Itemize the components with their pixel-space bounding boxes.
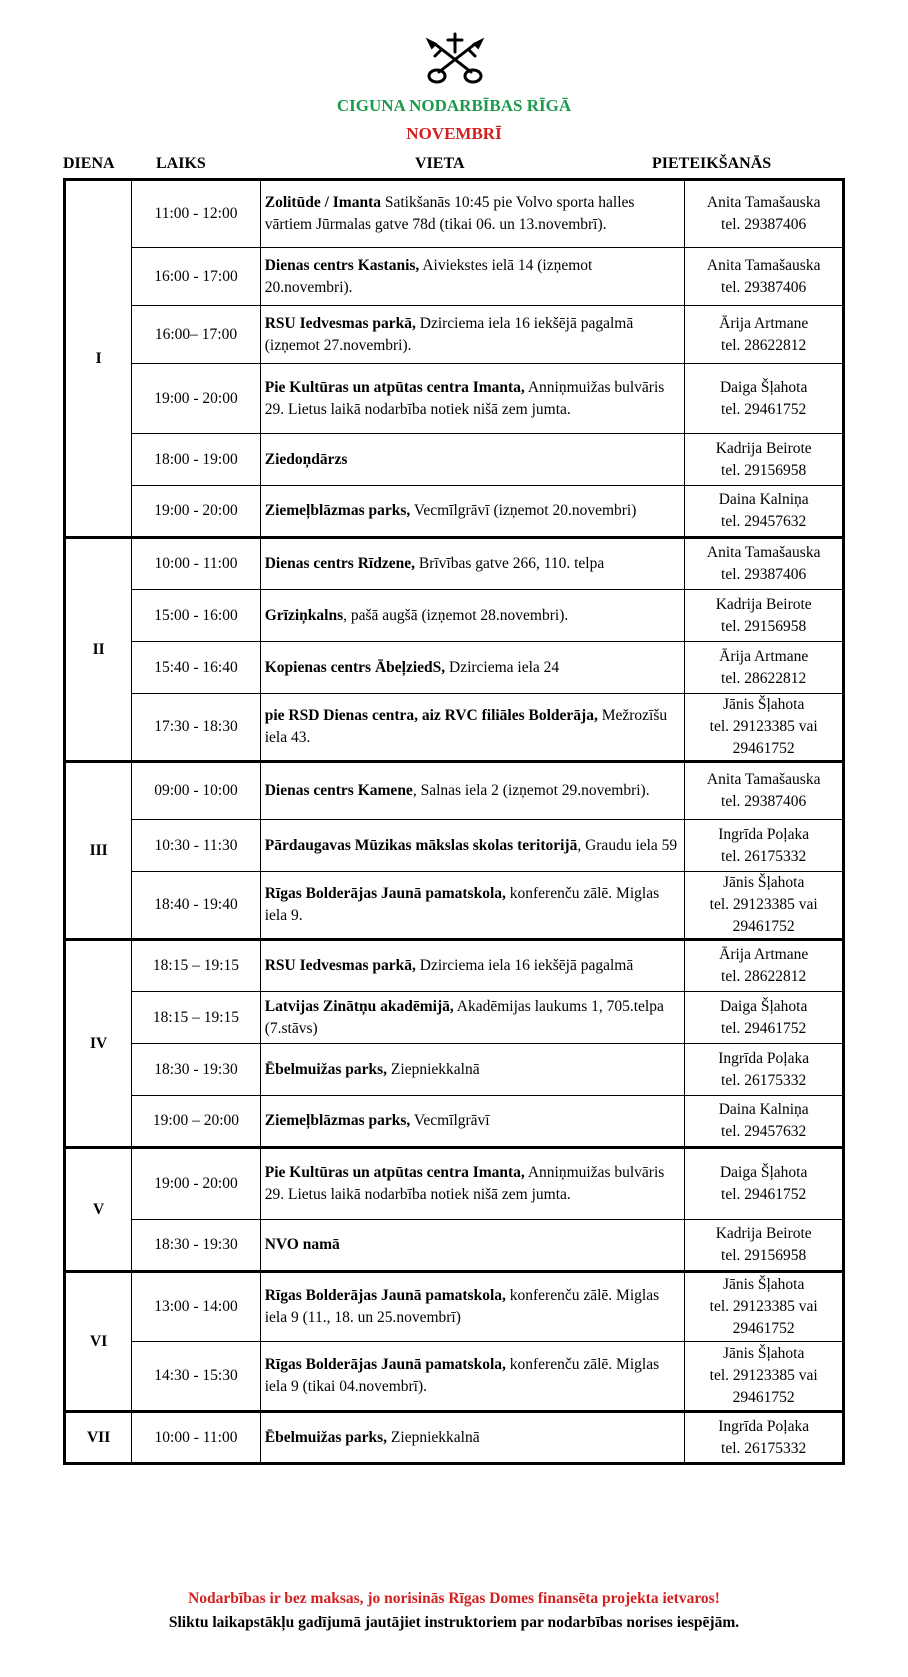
page-title: CIGUNA NODARBĪBAS RĪGĀ: [336, 96, 572, 115]
contact-cell: [685, 1220, 844, 1272]
contact-cell: [685, 1148, 844, 1220]
place-cell: [260, 642, 685, 694]
contact-cell: [685, 248, 844, 306]
time-cell: 10:00 - 11:00: [132, 1412, 260, 1464]
time-cell: 18:15 – 19:15: [132, 992, 260, 1044]
place-cell: [260, 248, 685, 306]
contact-cell: [685, 486, 844, 538]
contact-cell: [685, 1412, 844, 1464]
place-details: Vecmīlgrāvī (izņemot 20.novembri): [410, 502, 637, 519]
contact-name: Jānis Šļahota: [722, 874, 805, 891]
table-row: [65, 762, 844, 820]
place-name: Grīziņkalns: [264, 606, 344, 624]
contact-name: Daina Kalniņa: [718, 491, 809, 508]
place-cell: [260, 1148, 685, 1220]
contact-cell: [685, 180, 844, 248]
table-row: [65, 872, 844, 940]
place-cell: [260, 486, 685, 538]
place-name: Ziemeļblāzmas parks,: [264, 502, 411, 519]
day-cell: III: [65, 762, 132, 940]
place-details: , Graudu iela 59: [577, 836, 678, 854]
table-row: [65, 1412, 844, 1464]
contact-cell: [685, 1342, 844, 1412]
table-row: [65, 1044, 844, 1096]
contact-name: Jānis Šļahota: [722, 1345, 805, 1362]
day-cell: II: [65, 538, 132, 762]
time-cell: 16:00– 17:00: [132, 306, 260, 364]
contact-name: Kadrija Beirote: [715, 1225, 812, 1242]
place-cell: [260, 306, 685, 364]
contact-name: Anita Tamašauska: [706, 544, 821, 561]
day-cell: IV: [65, 940, 132, 1148]
place-name: Ziedoņdārzs: [264, 450, 348, 468]
footer-free-note: Nodarbības ir bez maksas, jo norisinās Rīgas Domes finansēta projekta ietvaros!: [188, 1590, 720, 1607]
place-name: pie RSD Dienas centra, aiz RVC filiāles Bolderāja,: [264, 707, 598, 724]
table-row: [65, 1096, 844, 1148]
place-cell: [260, 364, 685, 434]
contact-phone: tel. 29387406: [721, 216, 807, 233]
contact-phone: tel. 26175332: [721, 847, 807, 865]
column-header-time: LAIKS: [156, 155, 206, 172]
place-details: Ziepniekkalnā: [387, 1428, 480, 1446]
place-details: Satikšanās 10:45 pie Volvo sporta halles vārtiem Jūrmalas gatve 78d (tikai 06. un 13.novembrī).: [264, 194, 635, 233]
month-subtitle: NOVEMBRĪ: [406, 124, 502, 143]
contact-phone: tel. 29123385 vai 29461752: [709, 896, 818, 935]
place-cell: [260, 694, 685, 762]
contact-cell: [685, 364, 844, 434]
contact-phone: tel. 26175332: [721, 1071, 807, 1089]
place-name: Dienas centrs Rīdzene,: [264, 555, 415, 572]
table-row: [65, 1148, 844, 1220]
contact-cell: [685, 940, 844, 992]
place-name: Pie Kultūras un atpūtas centra Imanta,: [264, 378, 525, 396]
place-details: Dzirciema iela 16 iekšējā pagalmā: [415, 957, 634, 974]
time-cell: 10:30 - 11:30: [132, 820, 260, 872]
contact-phone: tel. 29457632: [721, 513, 807, 530]
place-name: Ēbelmuižas parks,: [264, 1060, 388, 1078]
contact-cell: [685, 1272, 844, 1342]
contact-phone: tel. 26175332: [721, 1439, 807, 1457]
time-cell: 18:15 – 19:15: [132, 940, 260, 992]
contact-cell: [685, 992, 844, 1044]
contact-phone: tel. 29461752: [721, 1186, 807, 1203]
place-details: , Salnas iela 2 (izņemot 29.novembri).: [412, 782, 650, 799]
contact-name: Anita Tamašauska: [706, 256, 821, 274]
table-row: [65, 694, 844, 762]
place-name: Ēbelmuižas parks,: [264, 1428, 388, 1446]
contact-phone: tel. 29123385 vai 29461752: [709, 718, 818, 757]
day-cell: V: [65, 1148, 132, 1272]
time-cell: 19:00 – 20:00: [132, 1096, 260, 1148]
time-cell: 19:00 - 20:00: [132, 364, 260, 434]
place-cell: [260, 180, 685, 248]
place-name: NVO namā: [264, 1236, 340, 1253]
contact-cell: [685, 872, 844, 940]
place-cell: [260, 820, 685, 872]
contact-phone: tel. 29461752: [721, 400, 807, 418]
place-name: Pie Kultūras un atpūtas centra Imanta,: [264, 1164, 525, 1181]
schedule-table: [63, 178, 845, 1465]
contact-phone: tel. 29123385 vai 29461752: [709, 1367, 818, 1406]
place-details: Ziepniekkalnā: [387, 1060, 480, 1078]
place-details: Dzirciema iela 16 iekšējā pagalmā (izņemot 27.novembri).: [264, 314, 634, 354]
time-cell: 16:00 - 17:00: [132, 248, 260, 306]
place-cell: [260, 1342, 685, 1412]
table-row: [65, 1342, 844, 1412]
contact-phone: tel. 28622812: [721, 669, 807, 687]
contact-name: Jānis Šļahota: [722, 1276, 805, 1293]
footer-weather-note: Sliktu laikapstākļu gadījumā jautājiet instruktoriem par nodarbības norises iespējām.: [168, 1614, 740, 1631]
time-cell: 19:00 - 20:00: [132, 486, 260, 538]
contact-name: Kadrija Beirote: [715, 439, 812, 457]
table-row: [65, 940, 844, 992]
contact-cell: [685, 1096, 844, 1148]
time-cell: 17:30 - 18:30: [132, 694, 260, 762]
place-details: Anniņmuižas bulvāris 29. Lietus laikā nodarbība notiek nišā zem jumta.: [264, 1164, 665, 1203]
contact-phone: tel. 28622812: [721, 336, 807, 354]
contact-name: Jānis Šļahota: [722, 696, 805, 713]
table-row: [65, 180, 844, 248]
contact-phone: tel. 29461752: [721, 1019, 807, 1037]
contact-name: Anita Tamašauska: [706, 194, 821, 211]
contact-phone: tel. 29123385 vai 29461752: [709, 1298, 818, 1337]
contact-cell: [685, 694, 844, 762]
place-cell: [260, 1096, 685, 1148]
time-cell: 15:40 - 16:40: [132, 642, 260, 694]
time-cell: 13:00 - 14:00: [132, 1272, 260, 1342]
time-cell: 18:30 - 19:30: [132, 1220, 260, 1272]
contact-cell: [685, 590, 844, 642]
place-cell: [260, 1272, 685, 1342]
day-cell: VI: [65, 1272, 132, 1412]
contact-phone: tel. 28622812: [721, 968, 807, 985]
place-cell: [260, 1220, 685, 1272]
table-row: [65, 248, 844, 306]
time-cell: 18:30 - 19:30: [132, 1044, 260, 1096]
contact-name: Ārija Artmane: [719, 647, 809, 665]
place-name: Kopienas centrs ĀbeļziedS,: [264, 658, 446, 676]
place-details: Vecmīlgrāvī: [410, 1112, 490, 1129]
contact-name: Daiga Šļahota: [719, 997, 808, 1015]
column-header-contact: PIETEIKŠANĀS: [652, 155, 772, 172]
contact-name: Daiga Šļahota: [719, 378, 808, 396]
contact-name: Daina Kalniņa: [718, 1101, 809, 1118]
contact-name: Ingrīda Poļaka: [718, 825, 810, 843]
table-row: [65, 434, 844, 486]
contact-cell: [685, 538, 844, 590]
table-row: [65, 364, 844, 434]
place-details: konferenču zālē. Miglas iela 9 (11., 18. un 25.novembrī): [264, 1287, 660, 1326]
time-cell: 10:00 - 11:00: [132, 538, 260, 590]
place-name: Rīgas Bolderājas Jaunā pamatskola,: [264, 1356, 506, 1373]
place-name: Pārdaugavas Mūzikas mākslas skolas teritorijā: [264, 836, 578, 854]
contact-cell: [685, 306, 844, 364]
contact-cell: [685, 762, 844, 820]
table-row: [65, 642, 844, 694]
day-cell: VII: [65, 1412, 132, 1464]
contact-cell: [685, 642, 844, 694]
place-cell: [260, 434, 685, 486]
contact-name: Ārija Artmane: [719, 314, 809, 332]
table-row: [65, 486, 844, 538]
contact-name: Ārija Artmane: [719, 946, 809, 963]
day-cell: I: [65, 180, 132, 538]
contact-cell: [685, 1044, 844, 1096]
place-details: , pašā augšā (izņemot 28.novembri).: [343, 606, 569, 624]
place-cell: [260, 872, 685, 940]
place-details: Brīvības gatve 266, 110. telpa: [414, 555, 605, 572]
time-cell: 19:00 - 20:00: [132, 1148, 260, 1220]
place-name: Dienas centrs Kamene: [264, 782, 413, 799]
contact-phone: tel. 29387406: [721, 793, 807, 810]
place-cell: [260, 940, 685, 992]
contact-phone: tel. 29156958: [721, 1247, 807, 1264]
contact-name: Ingrīda Poļaka: [718, 1049, 810, 1067]
place-name: Latvijas Zinātņu akadēmijā,: [264, 997, 454, 1015]
time-cell: 14:30 - 15:30: [132, 1342, 260, 1412]
time-cell: 09:00 - 10:00: [132, 762, 260, 820]
time-cell: 18:40 - 19:40: [132, 872, 260, 940]
contact-phone: tel. 29156958: [721, 461, 807, 479]
place-details: Akadēmijas laukums 1, 705.telpa (7.stāvs): [264, 997, 664, 1037]
contact-phone: tel. 29387406: [721, 278, 807, 296]
contact-phone: tel. 29156958: [721, 617, 807, 635]
contact-cell: [685, 434, 844, 486]
table-row: [65, 538, 844, 590]
contact-cell: [685, 820, 844, 872]
place-name: Ziemeļblāzmas parks,: [264, 1112, 411, 1129]
time-cell: 18:00 - 19:00: [132, 434, 260, 486]
place-details: Aiviekstes ielā 14 (izņemot 20.novembri).: [264, 256, 593, 296]
table-row: [65, 992, 844, 1044]
table-row: [65, 590, 844, 642]
place-name: Dienas centrs Kastanis,: [264, 256, 420, 274]
table-row: [65, 1220, 844, 1272]
place-name: RSU Iedvesmas parkā,: [264, 957, 416, 974]
column-header-day: DIENA: [63, 155, 115, 172]
table-row: [65, 1272, 844, 1342]
contact-name: Ingrīda Poļaka: [718, 1417, 810, 1435]
place-name: RSU Iedvesmas parkā,: [264, 314, 416, 332]
contact-name: Daiga Šļahota: [719, 1164, 808, 1181]
place-cell: [260, 1412, 685, 1464]
place-cell: [260, 1044, 685, 1096]
place-cell: [260, 590, 685, 642]
place-details: Mežrozīšu iela 43.: [264, 707, 668, 746]
contact-name: Kadrija Beirote: [715, 595, 812, 613]
place-cell: [260, 762, 685, 820]
place-cell: [260, 992, 685, 1044]
contact-name: Anita Tamašauska: [706, 771, 821, 788]
place-cell: [260, 538, 685, 590]
contact-phone: tel. 29457632: [721, 1123, 807, 1140]
place-name: Zolitūde / Imanta: [264, 194, 381, 211]
place-details: konferenču zālē. Miglas iela 9 (tikai 04.novembrī).: [264, 1356, 660, 1395]
contact-phone: tel. 29387406: [721, 566, 807, 583]
crossed-keys-icon: [425, 32, 485, 84]
time-cell: 15:00 - 16:00: [132, 590, 260, 642]
place-details: Dzirciema iela 24: [445, 658, 560, 676]
time-cell: 11:00 - 12:00: [132, 180, 260, 248]
place-details: Anniņmuižas bulvāris 29. Lietus laikā nodarbība notiek nišā zem jumta.: [264, 378, 665, 418]
column-header-place: VIETA: [415, 155, 465, 172]
table-row: [65, 306, 844, 364]
place-name: Rīgas Bolderājas Jaunā pamatskola,: [264, 1287, 506, 1304]
place-name: Rīgas Bolderājas Jaunā pamatskola,: [264, 885, 506, 902]
table-row: [65, 820, 844, 872]
place-details: konferenču zālē. Miglas iela 9.: [264, 885, 660, 924]
